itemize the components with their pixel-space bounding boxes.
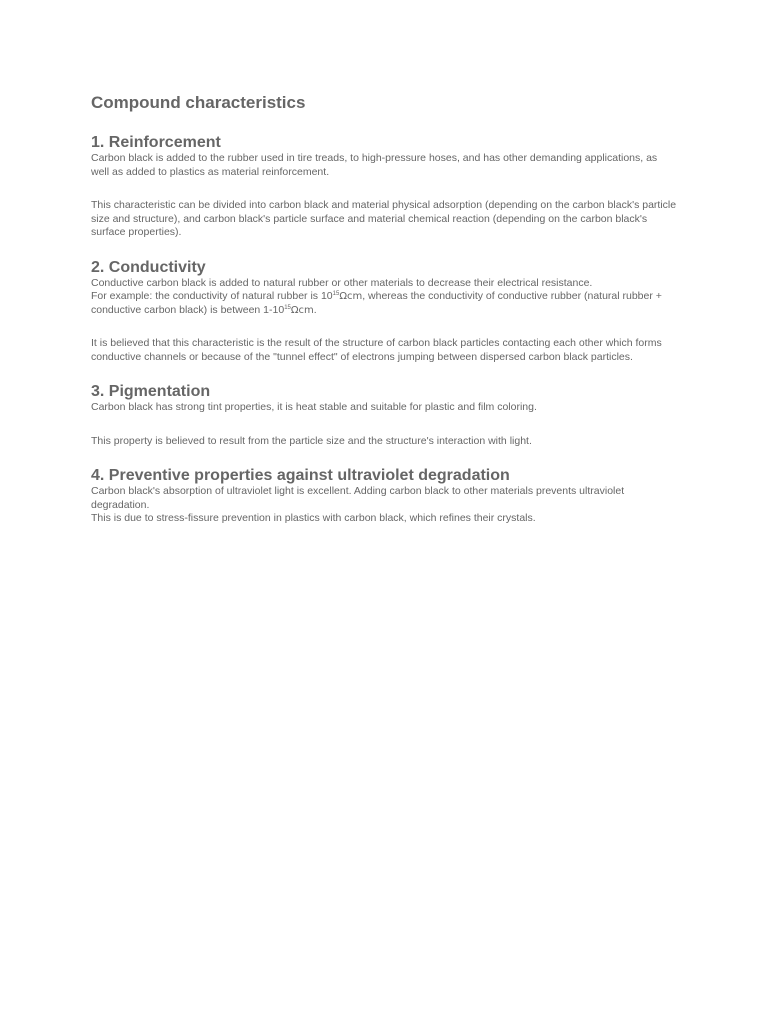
exponent: 15 <box>284 304 291 311</box>
section-paragraph: Carbon black's absorption of ultraviolet light is excellent. Adding carbon black to other materials prevents ultraviolet degradation. <box>91 485 625 511</box>
section-paragraph: This property is believed to result from the particle size and the structure's interaction with light. <box>91 434 532 447</box>
section-paragraph: It is believed that this characteristic is the result of the structure of carbon black particles contacting each other which forms conductive channels or because of the "tunnel effect" of electrons jumping between dispersed carbon black particles. <box>91 337 662 363</box>
example-text: , whereas the conductivity of conductive rubber (natural rubber + conductive carbon black) is between 1-10 <box>91 290 662 316</box>
section-heading: 2. Conductivity <box>91 258 206 276</box>
page-title: Compound characteristics <box>91 93 306 112</box>
section-heading: 4. Preventive properties against ultraviolet degradation <box>91 467 510 484</box>
section-paragraph: Carbon black is added to the rubber used in tire treads, to high-pressure hoses, and has other demanding applications, as well as added to plastics as material reinforcement. <box>91 152 658 178</box>
exponent: 15 <box>332 291 340 297</box>
unit: Ωcm <box>339 291 363 302</box>
unit: Ωcm <box>290 304 314 316</box>
section-paragraph: This characteristic can be divided into carbon black and material physical adsorption (depending on the carbon black's particle size and structure), and carbon black's particle surface and material chemical reaction (depending on the carbon black's surface properties). <box>91 199 677 238</box>
section-heading: 3. Pigmentation <box>91 383 211 400</box>
section-heading: 1. Reinforcement <box>91 134 221 151</box>
conductivity-example <box>91 290 677 317</box>
example-text: For example: the conductivity of natural rubber is 10 <box>91 290 333 302</box>
section-paragraph: Conductive carbon black is added to natural rubber or other materials to decrease their electrical resistance. <box>91 276 593 289</box>
section-uv-protection <box>91 466 677 526</box>
section-conductivity <box>91 258 677 365</box>
section-paragraph: Carbon black has strong tint properties, it is heat stable and suitable for plastic and film coloring. <box>91 401 537 413</box>
section-paragraph: This is due to stress-fissure prevention in plastics with carbon black, which refines their crystals. <box>91 512 536 524</box>
section-pigmentation <box>91 382 677 448</box>
example-text: . <box>313 303 317 316</box>
section-reinforcement <box>91 133 677 240</box>
